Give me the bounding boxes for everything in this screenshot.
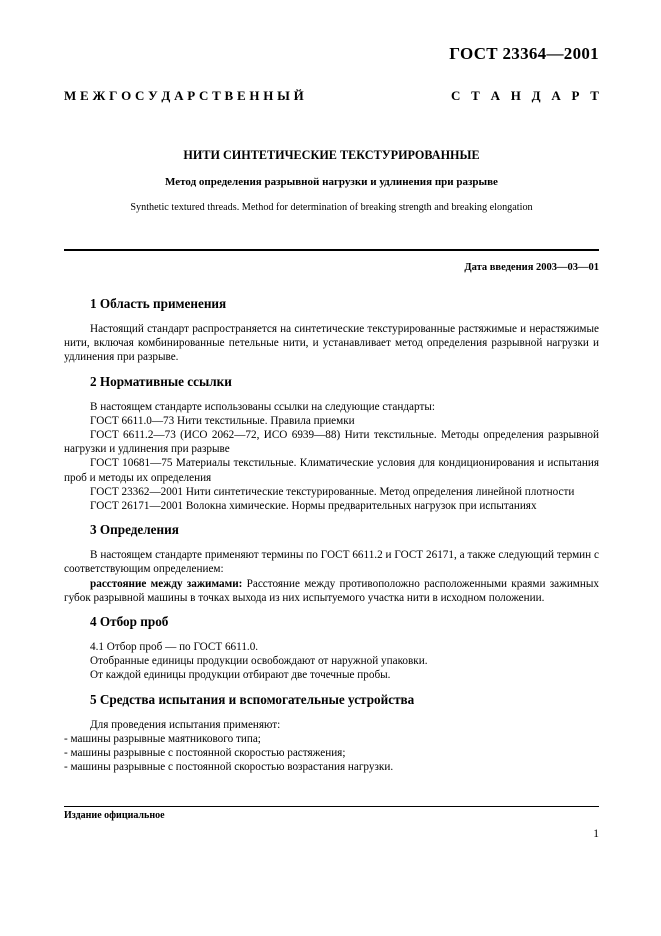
header-divider (64, 249, 599, 251)
footer-divider (64, 806, 599, 807)
standard-banner (64, 88, 599, 104)
banner-letter: С (451, 88, 461, 103)
reference-item: ГОСТ 23362—2001 Нити синтетические текстурированные. Метод определения линейной плотности (90, 485, 575, 498)
reference-item: ГОСТ 6611.0—73 Нити текстильные. Правила приемки (90, 414, 355, 427)
section-text: Настоящий стандарт распространяется на синтетические текстурированные растяжимые и нерастяжимые нити, включая комбинированные петельные нити, и устанавливает метод определения разрывной нагрузки и удлинения при разрыве. (64, 323, 599, 364)
document-subtitle: Метод определения разрывной нагрузки и удлинения при разрыве (165, 176, 498, 188)
section-heading: 1 Область применения (90, 296, 227, 311)
official-edition-label: Издание официальное (64, 810, 165, 821)
banner-letter: А (551, 88, 561, 103)
banner-letter: Р (571, 88, 580, 103)
banner-letter: О (121, 88, 132, 103)
reference-item: ГОСТ 26171—2001 Волокна химические. Нормы предварительных нагрузок при испытаниях (90, 500, 537, 513)
term-name: расстояние между зажимами: (90, 577, 243, 590)
banner-letter: Н (263, 88, 274, 103)
section-intro: В настоящем стандарте использованы ссылки на следующие стандарты: (90, 400, 435, 413)
list-item: - машины разрывные с постоянной скоростью возрастания нагрузки. (64, 761, 394, 774)
banner-letter: А (490, 88, 500, 103)
banner-letter: Ы (277, 88, 290, 103)
banner-word-mezhgosudarstvenny (64, 88, 304, 104)
term-definition (64, 577, 599, 605)
section-heading: 3 Определения (90, 522, 179, 538)
banner-letter: С (198, 88, 209, 103)
section-intro: В настоящем стандарте применяют термины по ГОСТ 6611.2 и ГОСТ 26171, а также следующий термин с соответствующим определением: (64, 549, 599, 576)
section-definitions (64, 522, 599, 605)
section-intro: Для проведения испытания применяют: (90, 718, 281, 731)
section-line: От каждой единицы продукции отбирают две точечные пробы. (90, 669, 391, 682)
reference-item: ГОСТ 6611.2—73 (ИСО 2062—72, ИСО 6939—88) Нити текстильные. Методы определения разрывной нагрузки и удлинения при разрыве (64, 429, 599, 456)
introduction-date: Дата введения 2003—03—01 (464, 262, 599, 273)
page-number: 1 (593, 828, 599, 840)
banner-letter: Ж (92, 88, 106, 103)
banner-letter: Н (249, 88, 260, 103)
section-heading: 2 Нормативные ссылки (90, 373, 232, 389)
document-title: НИТИ СИНТЕТИЧЕСКИЕ ТЕКСТУРИРОВАННЫЕ (183, 148, 480, 162)
term-text: Расстояние между противоположно расположенными краями зажимных губок разрывной машины в точках выхода из них испытуемого участка нити в исходном положении. (64, 577, 599, 604)
document-title-english: Synthetic textured threads. Method for determination of breaking strength and breaking elongation (130, 202, 533, 213)
reference-item: ГОСТ 10681—75 Материалы текстильные. Климатические условия для кондиционирования и испытания проб и методы их определения (64, 457, 599, 484)
section-heading: 5 Средства испытания и вспомогательные устройства (90, 691, 415, 707)
banner-letter: Д (531, 88, 541, 103)
banner-letter: М (64, 88, 77, 103)
section-scope (64, 296, 599, 365)
banner-letter: А (174, 88, 184, 103)
section-equipment (64, 692, 599, 775)
banner-letter: Е (236, 88, 246, 103)
gost-number: ГОСТ 23364—2001 (449, 44, 599, 63)
banner-letter: Т (590, 88, 599, 103)
section-line: Отобранные единицы продукции освобождают от наружной упаковки. (90, 655, 428, 668)
list-item: - машины разрывные маятникового типа; (64, 732, 261, 745)
document-body (64, 290, 599, 783)
banner-letter: Г (109, 88, 118, 103)
section-line: 4.1 Отбор проб — по ГОСТ 6611.0. (90, 641, 259, 654)
banner-letter: Й (293, 88, 304, 103)
banner-letter: У (148, 88, 158, 103)
banner-letter: Т (212, 88, 221, 103)
banner-letter: Р (187, 88, 196, 103)
section-heading: 4 Отбор проб (90, 614, 169, 630)
banner-letter: Е (80, 88, 89, 103)
banner-letter: В (224, 88, 234, 103)
section-sampling (64, 614, 599, 683)
list-item: - машины разрывные с постоянной скоростью растяжения; (64, 747, 346, 760)
banner-letter: Т (471, 88, 480, 103)
banner-letter: Н (510, 88, 521, 103)
section-normative-references (64, 374, 599, 514)
banner-letter: Д (161, 88, 171, 103)
banner-letter: С (134, 88, 145, 103)
banner-word-standart (451, 88, 599, 104)
